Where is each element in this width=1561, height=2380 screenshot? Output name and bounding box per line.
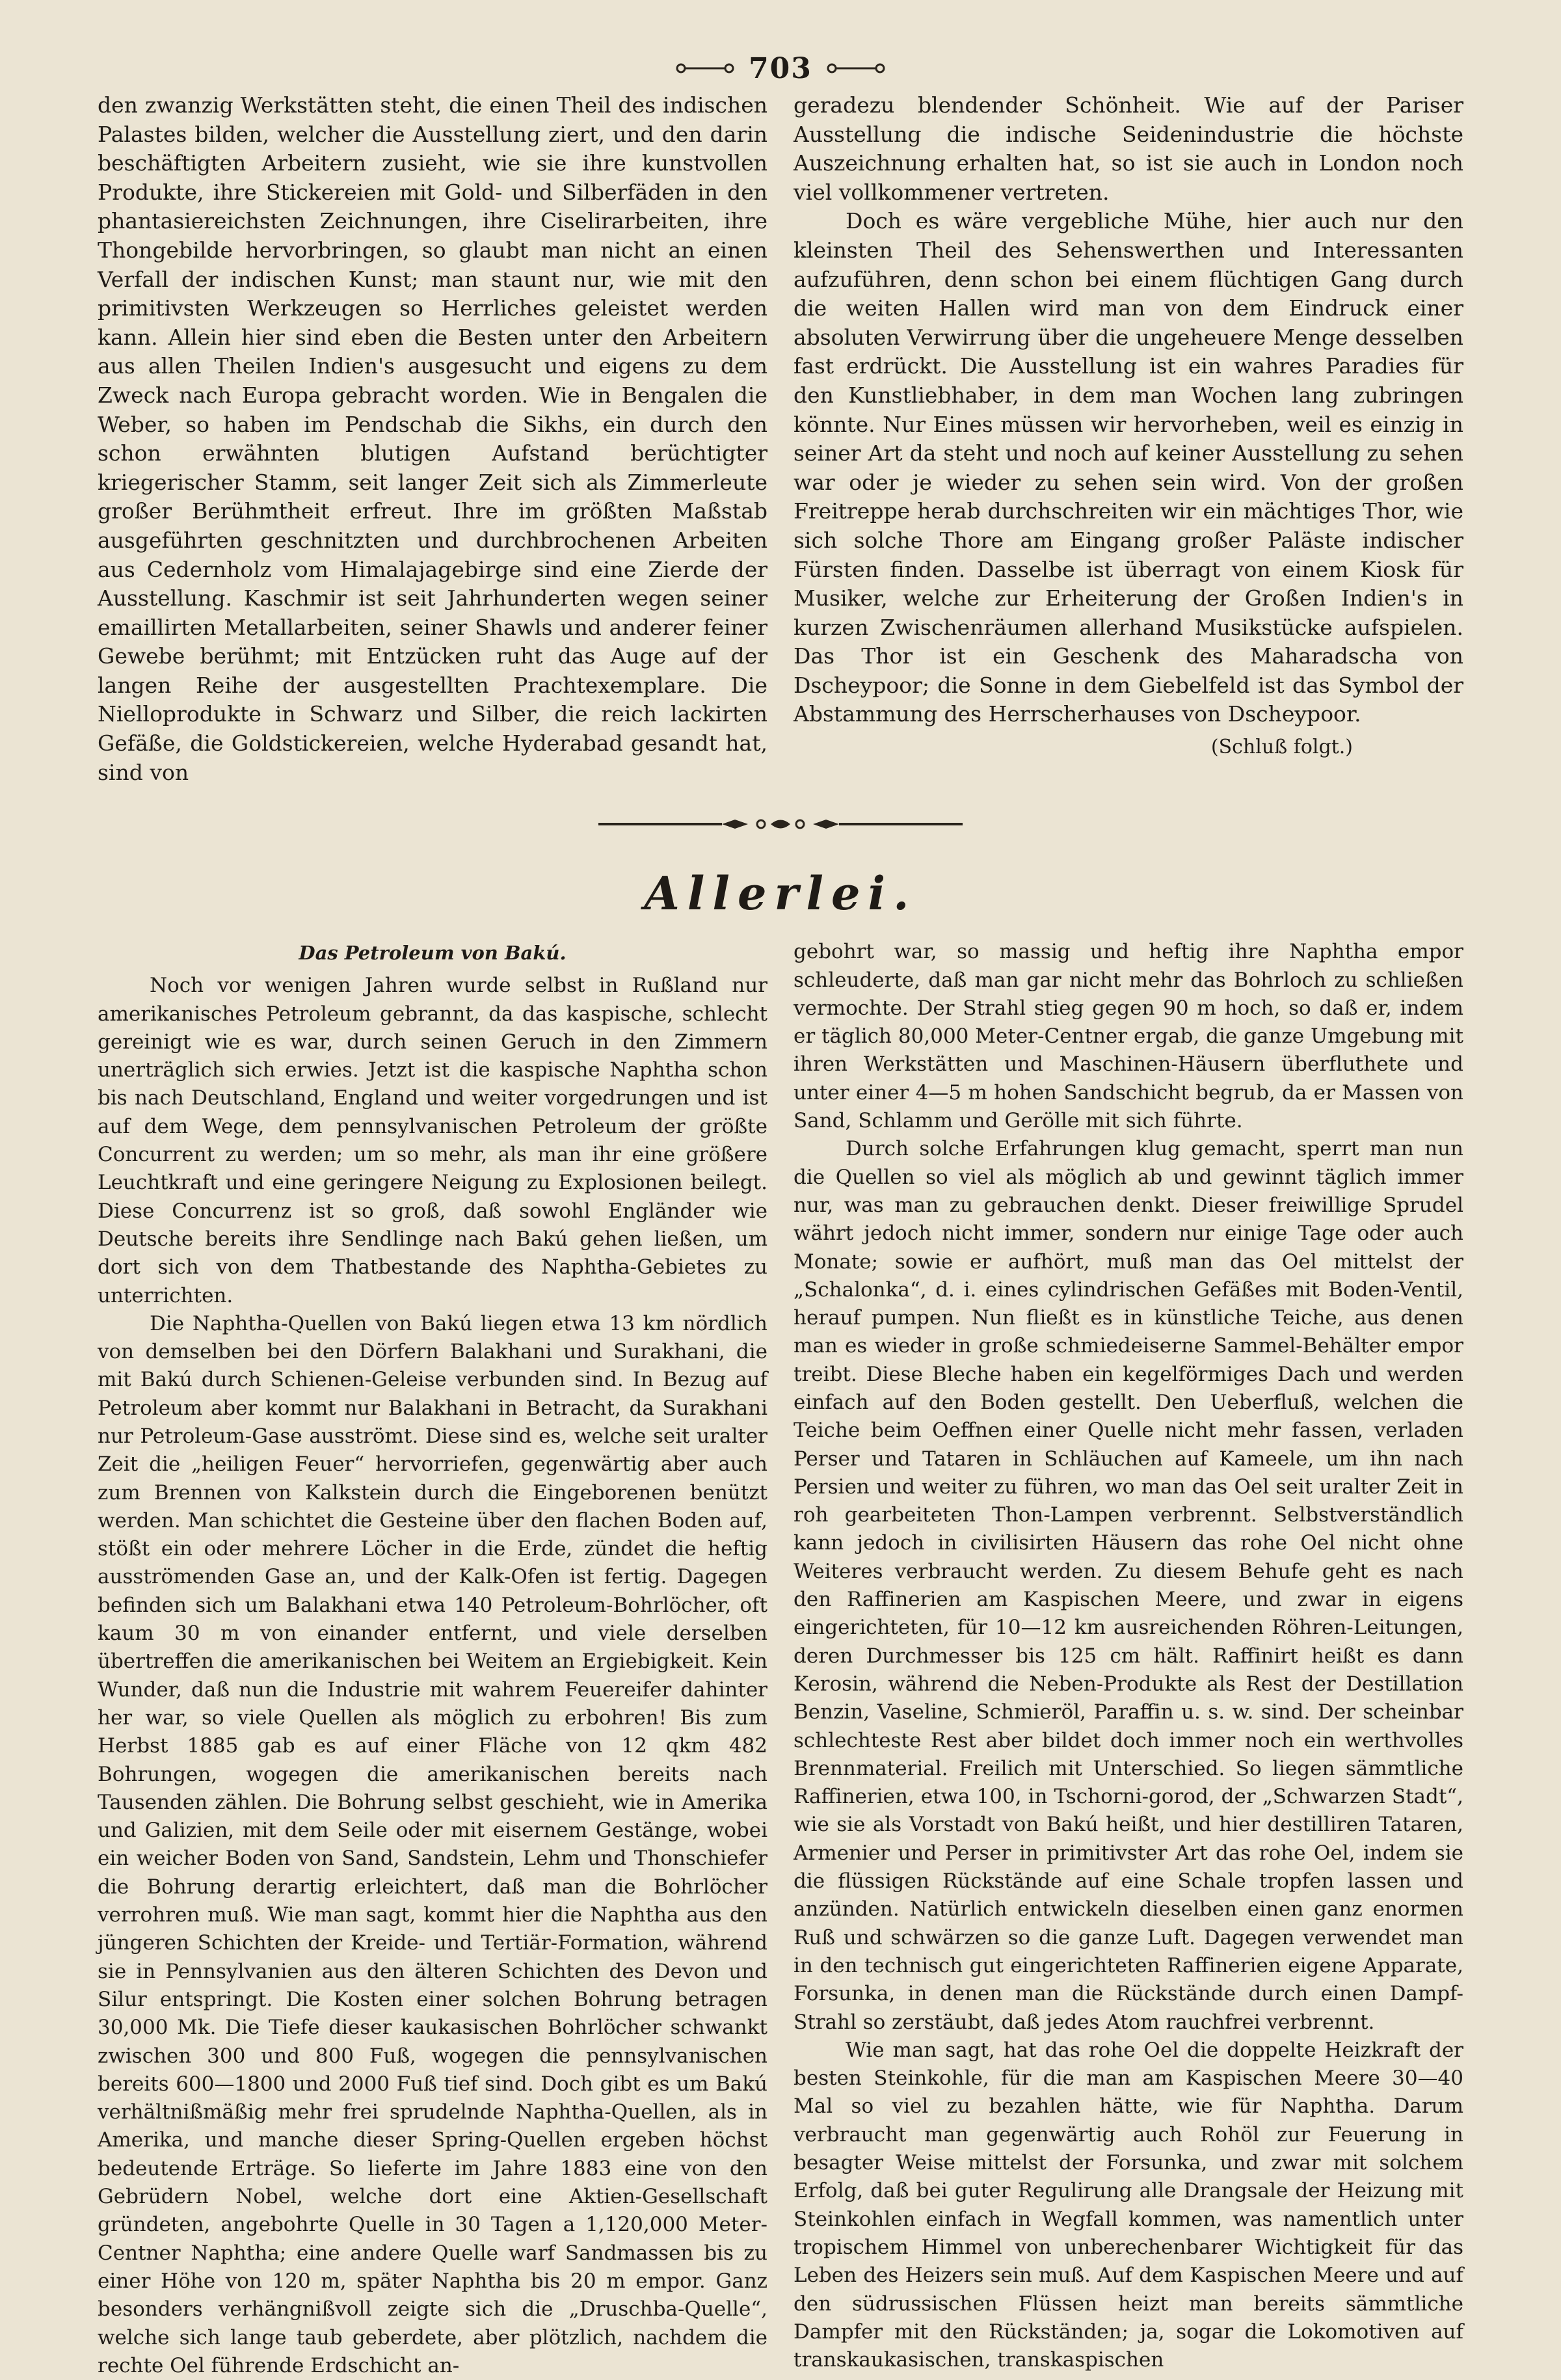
continued-article-left-column (98, 91, 767, 787)
paragraph: Durch solche Erfahrungen klug gemacht, sperrt man nun die Quellen so viel als möglich ab und gewinnt täglich immer nur, was man zu gebrauchen denkt. Dieser freiwillige Sprudel währt jedoch nicht immer, sondern nur einige Tage oder auch Monate; sowie er aufhört, muß man das Oel mittelst der „Schalonka“, d. i. eines cylindrischen Gefäßes mit Boden-Ventil, herauf pumpen. Nun fließt es in künstliche Teiche, aus denen man es wieder in große schmiedeiserne Sammel-Behälter empor treibt. Diese Bleche haben ein kegelförmiges Dach und werden einfach auf den Boden gestellt. Den Ueberfluß, welchen die Teiche beim Oeffnen einer Quelle nicht mehr fassen, verladen Perser und Tataren in Schläuchen auf Kameele, um ihn nach Persien und weiter zu führen, wo man das Oel seit uralter Zeit in roh gearbeiteten Thon-Lampen verbrennt. Selbstverständlich kann jedoch in civilisirten Häusern das rohe Oel nicht ohne Weiteres verbraucht werden. Zu diesem Behufe geht es nach den Raffinerien am Kaspischen Meere, und zwar in eigens eingerichteten, für 10—12 km ausreichenden Röhren-Leitungen, deren Durchmesser bis 125 cm hält. Raffinirt heißt es dann Kerosin, während die Neben-Produkte als Rest der Destillation Benzin, Vaseline, Schmieröl, Paraffin u. s. w. sind. Der scheinbar schlechteste Rest aber bildet doch immer noch ein werthvolles Brennmaterial. Freilich mit Unterschied. So liegen sämmtliche Raffinerien, etwa 100, in Tschorni-gorod, der „Schwarzen Stadt“, wie sie als Vorstadt von Bakú heißt, und hier destilliren Tataren, Armenier und Perser in primitivster Art das rohe Oel, indem sie die flüssigen Rückstände auf eine Schale tropfen lassen und anzünden. Natürlich entwickeln dieselben einen ganz enormen Ruß und schwärzen so die ganze Luft. Dagegen verwendet man in den technisch gut eingerichteten Raffinerien eigene Apparate, Forsunka, in denen man die Rückstände durch einen Dampf-Strahl so zerstäubt, daß jedes Atom rauchfrei verbrennt. (794, 1137, 1463, 2034)
article-title: Das Petroleum von Bakú. (299, 942, 567, 965)
article-right-column (794, 938, 1463, 2380)
paragraph: Die Naphtha-Quellen von Bakú liegen etwa 13 km nördlich von demselben bei den Dörfern Balakhani und Surakhani, die mit Bakú durch Schienen-Geleise verbunden sind. In Bezug auf Petroleum aber kommt nur Balakhani in Betracht, da Surakhani nur Petroleum-Gase ausströmt. Diese sind es, welche seit uralter Zeit die „heiligen Feuer“ hervorriefen, gegenwärtig aber auch zum Brennen von Kalkstein durch die Eingeborenen benützt werden. Man schichtet die Gesteine über den flachen Boden auf, stößt ein oder mehrere Löcher in die Erde, zündet die heftig ausströmenden Gase an, und der Kalk-Ofen ist fertig. Dagegen befinden sich um Balakhani etwa 140 Petroleum-Bohrlöcher, oft kaum 30 m von einander entfernt, und viele derselben übertreffen die amerikanischen bei Weitem an Ergiebigkeit. Kein Wunder, daß nun die Industrie mit wahrem Feuereifer dahinter her war, so viele Quellen als möglich zu erbohren! Bis zum Herbst 1885 gab es auf einer Fläche von 12 qkm 482 Bohrungen, wogegen die amerikanischen bereits nach Tausenden zählen. Die Bohrung selbst geschieht, wie in Amerika und Galizien, mit dem Seile oder mit eisernem Gestänge, wobei ein weicher Boden von Sand, Sandstein, Lehm und Thonschiefer die Bohrung derartig erleichtert, daß man die Bohrlöcher verrohren muß. Wie man sagt, kommt hier die Naphtha aus den jüngeren Schichten der Kreide- und Tertiär-Formation, während sie in Pennsylvanien aus den älteren Schichten des Devon und Silur entspringt. Die Kosten einer solchen Bohrung betragen 30,000 Mk. Die Tiefe dieser kaukasischen Bohrlöcher schwankt zwischen 300 und 800 Fuß, wogegen die pennsylvanischen bereits 600—1800 und 2000 Fuß tief sind. Doch gibt es um Bakú verhältnißmäßig mehr frei sprudelnde Naphtha-Quellen, als in Amerika, und manche dieser Spring-Quellen ergeben höchst bedeutende Erträge. So lieferte im Jahre 1883 eine von den Gebrüdern Nobel, welche dort eine Aktien-Gesellschaft gründeten, angebohrte Quelle in 30 Tagen a 1,120,000 Meter-Centner Naphtha; eine andere Quelle warf Sandmassen bis zu einer Höhe von 120 m, später Naphtha bis 20 m empor. Ganz besonders verhängnißvoll zeigte sich die „Druschba-Quelle“, welche sich lange taub geberdete, aber plötzlich, nachdem die rechte Oel führende Erdschicht an- (98, 1311, 767, 2377)
to-be-continued-note: (Schluß folgt.) (1210, 736, 1353, 759)
paragraph: geradezu blendender Schönheit. Wie auf der Pariser Ausstellung die indische Seidenindustrie die höchste Auszeichnung erhalten hat, so ist sie auch in London noch viel vollkommener vertreten. (794, 92, 1463, 205)
paragraph: Noch vor wenigen Jahren wurde selbst in Rußland nur amerikanisches Petroleum gebrannt, da das kaspische, schlecht gereinigt wie es war, durch seinen Geruch in den Zimmern unerträglich sich erwies. Jetzt ist die kaspische Naphtha schon bis nach Deutschland, England und weiter vorgedrungen und ist auf dem Wege, dem pennsylvanischen Petroleum der größte Concurrent zu werden; um so mehr, als man ihr eine größere Leuchtkraft und eine geringere Neigung zu Explosionen beilegt. Diese Concurrenz ist so groß, daß sowohl Engländer wie Deutsche bereits ihre Sendlinge nach Bakú gehen ließen, um dort sich von dem Thatbestande des Naphtha-Gebietes zu unterrichten. (98, 974, 767, 1307)
section-title: Allerlei. (644, 866, 917, 921)
article-left-column (98, 938, 767, 2380)
continued-article-right-column (794, 91, 1463, 787)
page-header (98, 46, 1463, 91)
paragraph: gebohrt war, so massig und heftig ihre Naphtha empor schleuderte, daß man gar nicht mehr das Bohrloch zu schließen vermochte. Der Strahl stieg gegen 90 m hoch, so daß er, indem er täglich 80,000 Meter-Centner ergab, die ganze Umgebung mit ihren Werkstätten und Maschinen-Häusern überfluthete und unter einer 4—5 m hohen Sandschicht begrub, da er Massen von Sand, Schlamm und Gerölle mit sich führte. (794, 940, 1463, 1133)
page-number: 703 (749, 51, 812, 85)
header-ornament-right-icon (827, 60, 885, 76)
paragraph: Doch es wäre vergebliche Mühe, hier auch nur den kleinsten Theil des Sehenswerthen und Interessanten aufzuführen, denn schon bei einem flüchtigen Gang durch die weiten Hallen wird man von dem Eindruck einer absoluten Verwirrung über die ungeheuere Menge desselben fast erdrückt. Die Ausstellung ist ein wahres Paradies für den Kunstliebhaber, in dem man Wochen lang zubringen könnte. Nur Eines müssen wir hervorheben, weil es einzig in seiner Art da steht und noch auf keiner Ausstellung zu sehen war oder je wieder zu sehen sein wird. Von der großen Freitreppe herab durchschreiten wir ein mächtiges Thor, wie sich solche Thore am Eingang großer Paläste indischer Fürsten finden. Dasselbe ist überragt von einem Kiosk für Musiker, welche zur Erheiterung der Großen Indien's in kurzen Zwischenräumen allerhand Musikstücke aufspielen. Das Thor ist ein Geschenk des Maharadscha von Dscheypoor; die Sonne in dem Giebelfeld ist das Symbol der Abstammung des Herrscherhauses von Dscheypoor. (794, 208, 1463, 727)
article-petroleum (98, 938, 1463, 2380)
header-ornament-left-icon (676, 60, 734, 76)
ornamental-divider-icon (598, 814, 963, 834)
paragraph: den zwanzig Werkstätten steht, die einen Theil des indischen Palastes bilden, welcher die Ausstellung ziert, und den darin beschäftigten Arbeitern zusieht, wie sie ihre kunstvollen Produkte, ihre Stickereien mit Gold- und Silberfäden in den phantasiereichsten Zeichnungen, ihre Ciselirarbeiten, ihre Thongebilde hervorbringen, so glaubt man nicht an einen Verfall der indischen Kunst; man staunt nur, wie mit den primitivsten Werkzeugen so Herrliches geleistet werden kann. Allein hier sind eben die Besten unter den Arbeitern aus allen Theilen Indien's ausgesucht und eigens zu dem Zweck nach Europa gebracht worden. Wie in Bengalen die Weber, so haben im Pendschab die Sikhs, ein durch den schon erwähnten blutigen Aufstand berüchtigter kriegerischer Stamm, seit langer Zeit sich als Zimmerleute großer Berühmtheit erfreut. Ihre im größten Maßstab ausgeführten geschnitzten und durchbrochenen Arbeiten aus Cedernholz vom Himalajagebirge sind eine Zierde der Ausstellung. Kaschmir ist seit Jahrhunderten wegen seiner emaillirten Metallarbeiten, seiner Shawls und anderer feiner Gewebe berühmt; mit Entzücken ruht das Auge auf der langen Reihe der ausgestellten Prachtexemplare. Die Nielloprodukte in Schwarz und Silber, die reich lackirten Gefäße, die Goldstickereien, welche Hyderabad gesandt hat, sind von (98, 92, 767, 785)
section-divider (598, 814, 963, 834)
paragraph: Wie man sagt, hat das rohe Oel die doppelte Heizkraft der besten Steinkohle, für die man am Kaspischen Meere 30—40 Mal so viel zu bezahlen hätte, wie für Naphtha. Darum verbraucht man gegenwärtig auch Rohöl zur Feuerung in besagter Weise mittelst der Forsunka, und zwar mit solchem Erfolg, daß bei guter Regulirung alle Drangsale der Heizung mit Steinkohlen einfach in Wegfall kommen, was namentlich unter tropischem Himmel von unberechenbarer Wichtigkeit für das Leben des Heizers sein muß. Auf dem Kaspischen Meere und auf den südrussischen Flüssen heizt man bereits sämmtliche Dampfer mit den Rückständen; ja, sogar die Lokomotiven auf transkaukasischen, transkaspischen (794, 2038, 1463, 2372)
continued-article (98, 91, 1463, 787)
